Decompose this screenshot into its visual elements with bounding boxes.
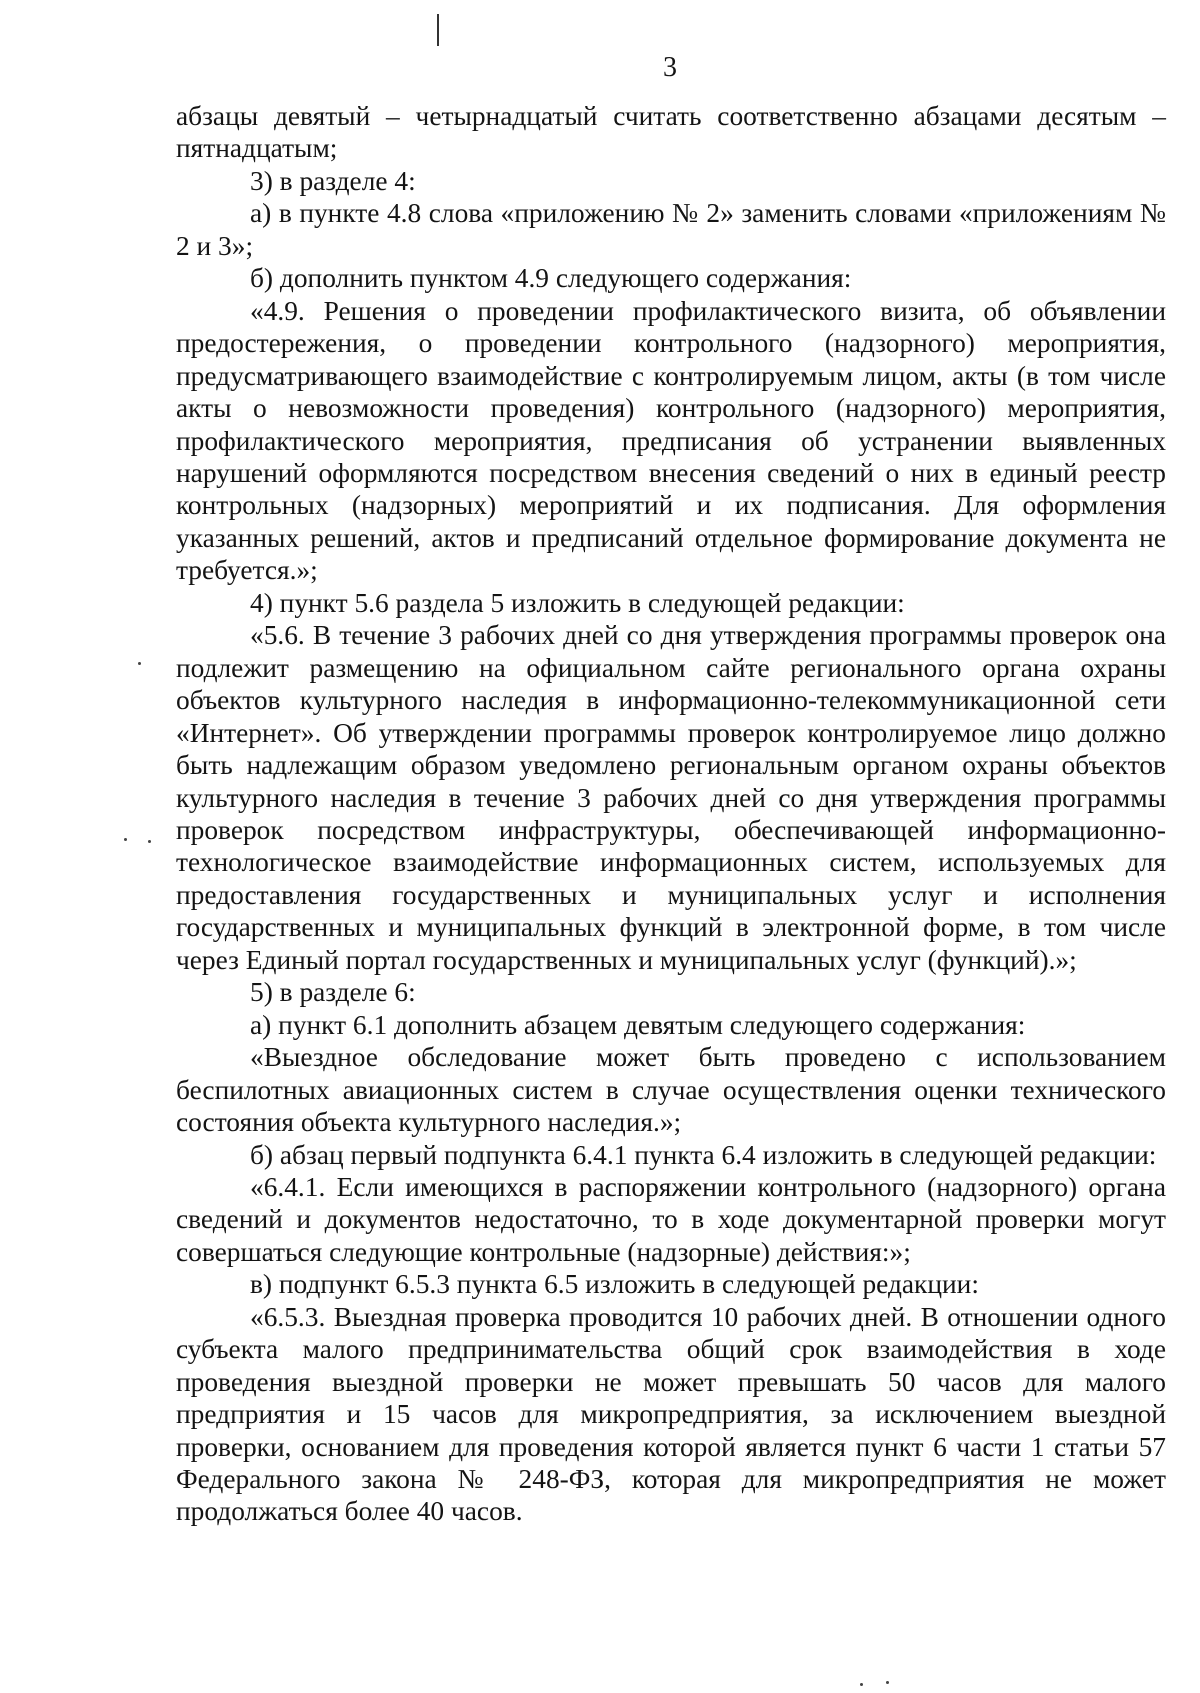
document-body [176, 100, 1166, 1528]
paragraph: 3) в разделе 4: [250, 165, 416, 196]
scan-speck [860, 1683, 863, 1686]
scan-speck [138, 662, 141, 665]
page-number: 3 [663, 52, 677, 83]
paragraph: 5) в разделе 6: [250, 977, 416, 1008]
paragraph: б) абзац первый подпункта 6.4.1 пункта 6.4 изложить в следующей редакции: [250, 1139, 1157, 1170]
scan-speck [148, 840, 151, 843]
paragraph: «4.9. Решения о проведении профилактического визита, об объявлении предостережения, о проведении контрольного (надзорного) мероприятия, предусматривающего взаимодействие с контролируемым лицом, акты (в том числе акты о невозможности проведения) контрольного (надзорного) мероприятия, профилактического мероприятия, предписания об устранении выявленных нарушений оформляются посредством внесения сведений о них в единый реестр контрольных (надзорных) мероприятий и их подписания. Для оформления указанных решений, актов и предписаний отдельное формирование документа не требуется.»; [176, 295, 1166, 586]
paragraph: «6.4.1. Если имеющихся в распоряжении контрольного (надзорного) органа сведений и документов недостаточно, то в ходе документарной проверки могут совершаться следующие контрольные (надзорные) действия:»; [176, 1171, 1166, 1267]
paragraph: 4) пункт 5.6 раздела 5 изложить в следующей редакции: [250, 587, 905, 618]
paragraph: абзацы девятый – четырнадцатый считать соответственно абзацами десятым – пятнадцатым; [176, 101, 1166, 164]
scan-mark [437, 14, 439, 46]
paragraph: в) подпункт 6.5.3 пункта 6.5 изложить в следующей редакции: [250, 1269, 979, 1300]
paragraph: б) дополнить пунктом 4.9 следующего содержания: [250, 263, 852, 294]
paragraph: а) пункт 6.1 дополнить абзацем девятым следующего содержания: [250, 1009, 1026, 1040]
paragraph: «5.6. В течение 3 рабочих дней со дня утверждения программы проверок она подлежит размещению на официальном сайте регионального органа охраны объектов культурного наследия в информационно-телекоммуникационной сети «Интернет». Об утверждении программы проверок контролируемое лицо должно быть надлежащим образом уведомлено региональным органом охраны объектов культурного наследия в течение 3 рабочих дней со дня утверждения программы проверок посредством инфраструктуры, обеспечивающей информационно-технологическое взаимодействие информационных систем, используемых для предоставления государственных и муниципальных услуг и исполнения государственных и муниципальных функций в электронной форме, в том числе через Единый портал государственных и муниципальных услуг (функций).»; [176, 620, 1166, 975]
scan-speck [886, 1681, 889, 1684]
paragraph: «Выездное обследование может быть проведено с использованием беспилотных авиационных систем в случае осуществления оценки технического состояния объекта культурного наследия.»; [176, 1042, 1166, 1138]
paragraph: а) в пункте 4.8 слова «приложению № 2» заменить словами «приложениям № 2 и 3»; [176, 198, 1166, 261]
paragraph: «6.5.3. Выездная проверка проводится 10 рабочих дней. В отношении одного субъекта малого предпринимательства общий срок взаимодействия в ходе проведения выездной проверки не может превышать 50 часов для малого предприятия и 15 часов для микропредприятия, за исключением выездной проверки, основанием для проведения которой является пункт 6 части 1 статьи 57 Федерального закона № 248-ФЗ, которая для микропредприятия не может продолжаться более 40 часов. [176, 1301, 1166, 1527]
scan-speck [124, 838, 127, 841]
